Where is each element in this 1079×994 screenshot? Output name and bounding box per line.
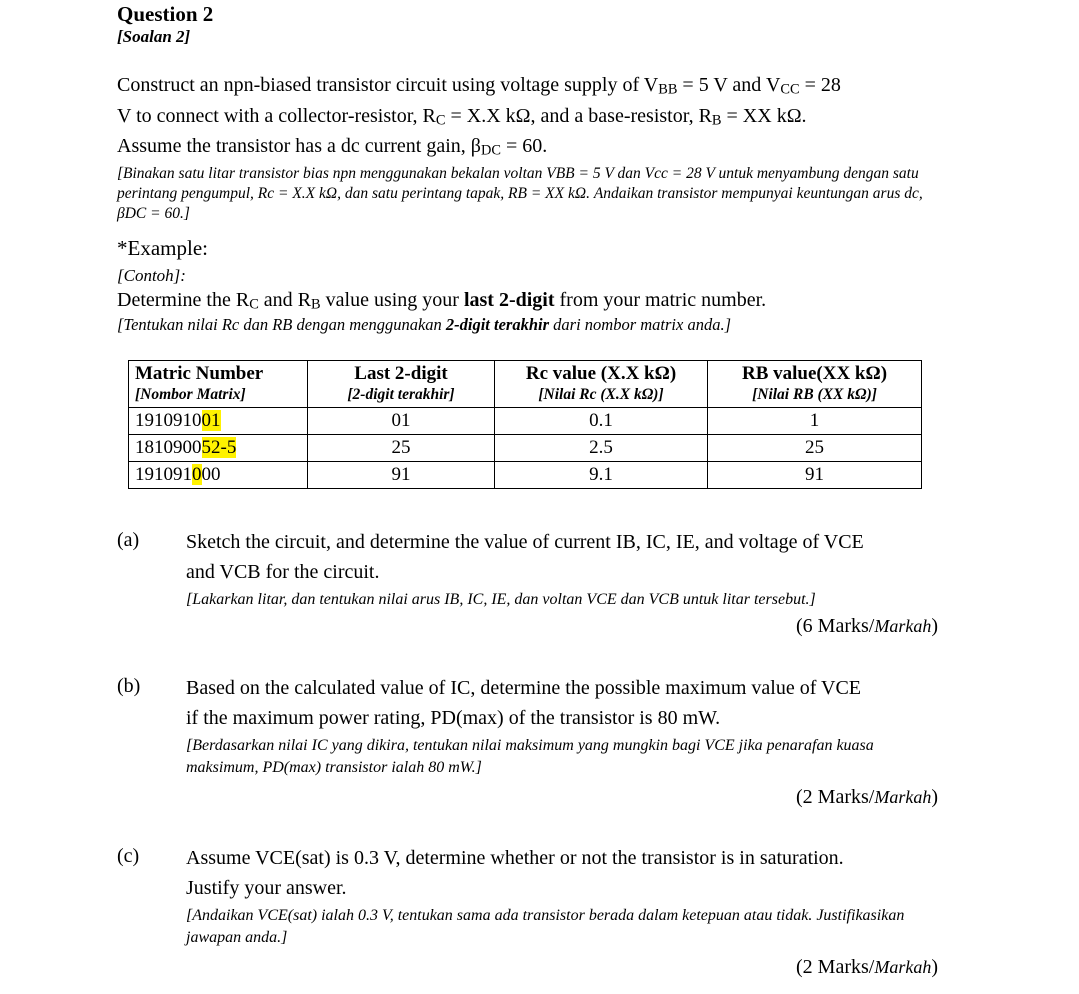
part-c-line-1: Assume VCE(sat) is 0.3 V, determine whether or not the transistor is in saturation. (186, 847, 844, 869)
part-a-marks: (6 Marks/Markah) (796, 615, 938, 637)
intro-line-2: V to connect with a collector-resistor, RC = X.X kΩ, and a base-resistor, RB = XX kΩ. (117, 104, 807, 129)
part-c-line-2: Justify your answer. (186, 877, 347, 899)
part-b-text (186, 673, 938, 779)
header-rc: Rc value (X.X kΩ) [Nilai Rc (X.X kΩ)] (495, 361, 708, 408)
header-matric: Matric Number [Nombor Matrix] (129, 361, 308, 408)
rc-cell: 0.1 (495, 408, 708, 435)
part-c-marks: (2 Marks/Markah) (796, 956, 938, 978)
rb-cell: 25 (708, 435, 922, 462)
rc-cell: 2.5 (495, 435, 708, 462)
last-digit-cell: 25 (308, 435, 495, 462)
matric-cell: 181090052-5 (129, 435, 308, 462)
question-subtitle: [Soalan 2] (117, 27, 191, 46)
table-row (129, 435, 922, 462)
part-b-malay: [Berdasarkan nilai IC yang dikira, tentukan nilai maksimum yang mungkin bagi VCE jika penarafan kuasa maksimum, PD(max) transistor ialah 80 mW.] (186, 737, 874, 776)
rc-cell: 9.1 (495, 462, 708, 489)
part-a-text (186, 527, 938, 611)
part-a-line-2: and VCB for the circuit. (186, 561, 380, 583)
intro-line-3: Assume the transistor has a dc current gain, βDC = 60. (117, 135, 548, 159)
part-a-malay: [Lakarkan litar, dan tentukan nilai arus IB, IC, IE, dan voltan VCE dan VCB untuk litar tersebut.] (186, 591, 816, 608)
header-last-digit: Last 2-digit [2-digit terakhir] (308, 361, 495, 408)
question-title: Question 2 (117, 2, 214, 26)
header-rb: RB value(XX kΩ) [Nilai RB (XX kΩ)] (708, 361, 922, 408)
part-a-line-1: Sketch the circuit, and determine the value of current IB, IC, IE, and voltage of VCE (186, 531, 864, 553)
intro-paragraph (117, 72, 939, 224)
example-heading-malay: [Contoh]: (117, 266, 186, 285)
last-digit-cell: 91 (308, 462, 495, 489)
matric-table (128, 360, 922, 489)
intro-line-1: Construct an npn-biased transistor circuit using voltage supply of VBB = 5 V and VCC = 28 (117, 74, 841, 98)
intro-malay: [Binakan satu litar transistor bias npn menggunakan bekalan voltan VBB = 5 V dan Vcc = 28 V untuk menyambung dengan satu perintang pengumpul, Rc = X.X kΩ, dan satu perintang tapak, RB = XX kΩ. Andaikan transistor mempunyai keuntungan arus dc, βDC = 60.] (117, 164, 923, 222)
part-a-label: (a) (117, 529, 140, 551)
rb-cell: 1 (708, 408, 922, 435)
table-row (129, 408, 922, 435)
matric-cell: 191091000 (129, 462, 308, 489)
matric-cell: 191091001 (129, 408, 308, 435)
example-instruction-malay: [Tentukan nilai Rc dan RB dengan menggunakan 2-digit terakhir dari nombor matrix anda.] (117, 315, 731, 334)
rb-cell: 91 (708, 462, 922, 489)
last-digit-cell: 01 (308, 408, 495, 435)
example-heading: *Example: (117, 236, 208, 260)
part-c-malay: [Andaikan VCE(sat) ialah 0.3 V, tentukan sama ada transistor berada dalam ketepuan atau tidak. Justifikasikan jawapan anda.] (186, 907, 905, 946)
part-b-label: (b) (117, 675, 141, 697)
part-c-label: (c) (117, 845, 140, 867)
part-b-line-1: Based on the calculated value of IC, determine the possible maximum value of VCE (186, 677, 861, 699)
table-row (129, 462, 922, 489)
part-c-text (186, 843, 938, 949)
part-b-marks: (2 Marks/Markah) (796, 786, 938, 808)
example-instruction: Determine the RC and RB value using your last 2-digit from your matric number. (117, 289, 767, 313)
table-header-row (129, 361, 922, 408)
part-b-line-2: if the maximum power rating, PD(max) of the transistor is 80 mW. (186, 707, 721, 729)
